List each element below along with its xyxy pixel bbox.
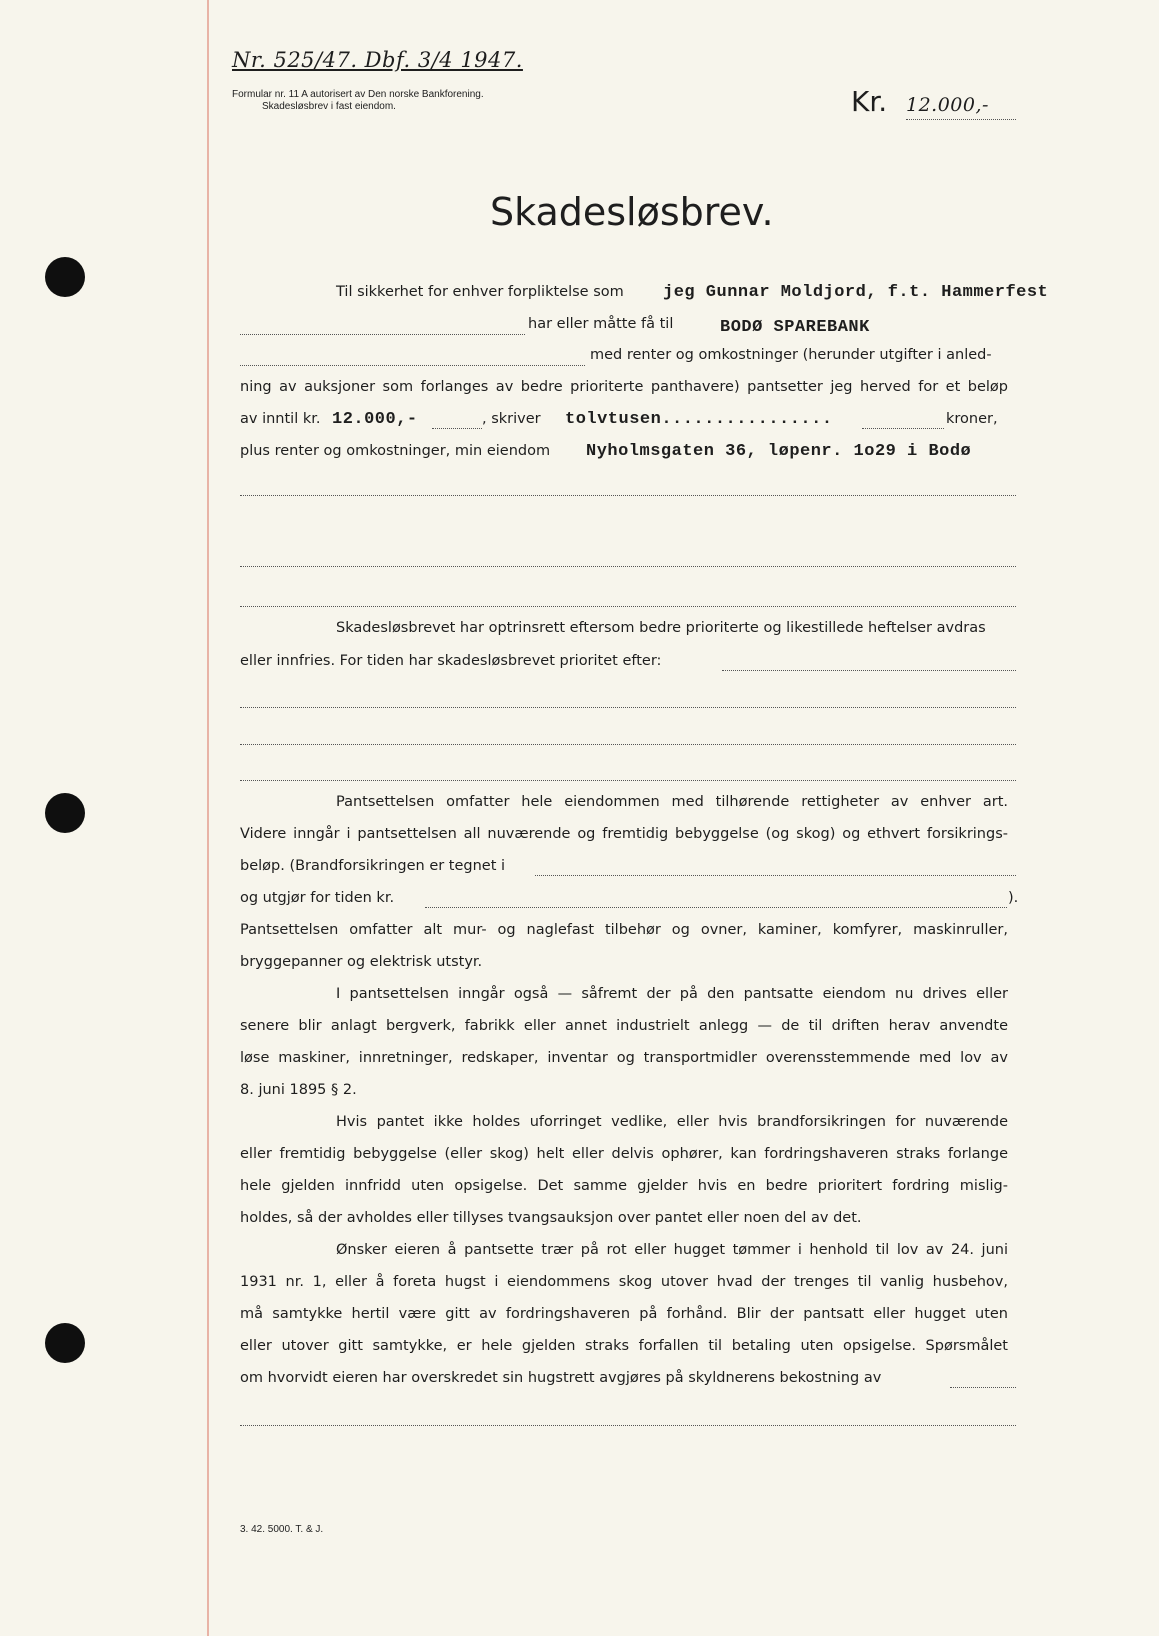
brand-amount-dots <box>425 906 1007 908</box>
s3-line-10: 8. juni 1895 § 2. <box>240 1082 357 1098</box>
s1-line5-b: , skriver <box>482 411 541 427</box>
s1-line3: med renter og omkostninger (herunder utgifter i anled- <box>590 347 992 363</box>
s1-line5-a: av inntil kr. <box>240 411 321 427</box>
s3-line-13: hele gjelden innfridd uten opsigelse. Det samme gjelder hvis en bedre prioritert fordring mislig- <box>240 1178 1008 1194</box>
margin-rule <box>207 0 209 1636</box>
blank-line-7 <box>240 1424 1016 1426</box>
s3-line-11: Hvis pantet ikke holdes uforringet vedlike, eller hvis brandforsikringen for nuværende <box>336 1114 1008 1130</box>
creditor-name: BODØ SPAREBANK <box>720 318 870 337</box>
document-title: Skadesløsbrev. <box>490 190 774 234</box>
printer-footer: 3. 42. 5000. T. & J. <box>240 1524 324 1535</box>
s3-line-14: holdes, så der avholdes eller tillyses tvangsauksjon over pantet eller noen del av det. <box>240 1210 862 1226</box>
s3-line-8: senere blir anlagt bergverk, fabrikk eller annet industrielt anlegg — de til driften herav anvendte <box>240 1018 1008 1034</box>
closing-paren: ). <box>1008 890 1019 906</box>
s3-line-12: eller fremtidig bebyggelse (eller skog) helt eller delvis ophører, kan fordringshaveren straks forlange <box>240 1146 1008 1162</box>
s3-line-15: Ønsker eieren å pantsette trær på rot eller hugget tømmer i henhold til lov av 24. juni <box>336 1242 1008 1258</box>
punch-hole-top <box>45 257 85 297</box>
s1-line5-c: kroner, <box>946 411 998 427</box>
blank-line-4 <box>240 706 1016 708</box>
amount-figure: 12.000,- <box>332 410 418 429</box>
amount-dots <box>432 427 482 429</box>
s1-line6-text: plus renter og omkostninger, min eiendom <box>240 443 551 459</box>
brand-insurer-dots <box>535 874 1016 876</box>
registration-number: Nr. 525/47. Dbf. 3/4 1947. <box>232 48 523 72</box>
s2-line2-dots <box>722 669 1016 671</box>
s3-line-1: Pantsettelsen omfatter hele eiendommen med tilhørende rettigheter av enhver art. <box>336 794 1008 810</box>
blank-line-1 <box>240 494 1016 496</box>
kr-amount: 12.000,- <box>906 94 989 116</box>
s1-line1-text: Til sikkerhet for enhver forpliktelse som <box>336 284 624 300</box>
s3-line-17: må samtykke hertil være gitt av fordringshaveren på forhånd. Blir der pantsatt eller hugget uten <box>240 1306 1008 1322</box>
s1-line4: ning av auksjoner som forlanges av bedre prioriterte panthavere) pantsetter jeg herved for et beløp <box>240 379 1008 395</box>
form-note-line-2: Skadesløsbrev i fast eiendom. <box>262 101 396 112</box>
punch-hole-bottom <box>45 1323 85 1363</box>
s1-line2-dots <box>240 333 525 335</box>
blank-line-5 <box>240 743 1016 745</box>
s3-line-3: beløp. (Brandforsikringen er tegnet i <box>240 858 506 874</box>
s3-line-9: løse maskiner, innretninger, redskaper, inventar og transportmidler overensstemmende med lov av <box>240 1050 1008 1066</box>
s3-line-19: om hvorvidt eieren har overskredet sin hugstrett avgjøres på skyldnerens bekostning av <box>240 1370 882 1386</box>
s2-line1: Skadesløsbrevet har optrinsrett eftersom bedre prioriterte og likestillede heftelser avdras <box>336 620 986 636</box>
blank-line-6 <box>240 779 1016 781</box>
s3-line-16: 1931 nr. 1, eller å foreta hugst i eiendommens skog utover hvad der trenges til vanlig husbehov, <box>240 1274 1008 1290</box>
form-note-line-1: Formular nr. 11 A autorisert av Den norske Bankforening. <box>232 89 484 100</box>
blank-line-2 <box>240 565 1016 567</box>
s3-line-2: Videre inngår i pantsettelsen all nuværende og fremtidig bebyggelse (og skog) og ethvert forsikrings- <box>240 826 1008 842</box>
amount-words-dots <box>862 427 944 429</box>
s3-line-5: Pantsettelsen omfatter alt mur- og naglefast tilbehør og ovner, kaminer, komfyrer, maskinruller, <box>240 922 1008 938</box>
s1-line2-text: har eller måtte få til <box>528 316 674 332</box>
s3-line-4: og utgjør for tiden kr. <box>240 890 395 906</box>
property-description: Nyholmsgaten 36, løpenr. 1o29 i Bodø <box>586 442 972 461</box>
punch-hole-middle <box>45 793 85 833</box>
s3-final-dots <box>950 1386 1016 1388</box>
s2-line2: eller innfries. For tiden har skadesløsbrevet prioritet efter: <box>240 653 662 669</box>
s3-line-7: I pantsettelsen inngår også — såfremt der på den pantsatte eiendom nu drives eller <box>336 986 1008 1002</box>
amount-words: tolvtusen................ <box>565 410 833 429</box>
debtor-name: jeg Gunnar Moldjord, f.t. Hammerfest <box>663 283 1049 302</box>
s3-line-6: bryggepanner og elektrisk utstyr. <box>240 954 483 970</box>
kr-dotted-line <box>906 118 1016 120</box>
s1-line3-dots <box>240 364 585 366</box>
s3-line-18: eller utover gitt samtykke, er hele gjelden straks forfallen til betaling uten opsigelse. Spørsmålet <box>240 1338 1008 1354</box>
blank-line-3 <box>240 605 1016 607</box>
kr-label: Kr. <box>851 85 888 118</box>
